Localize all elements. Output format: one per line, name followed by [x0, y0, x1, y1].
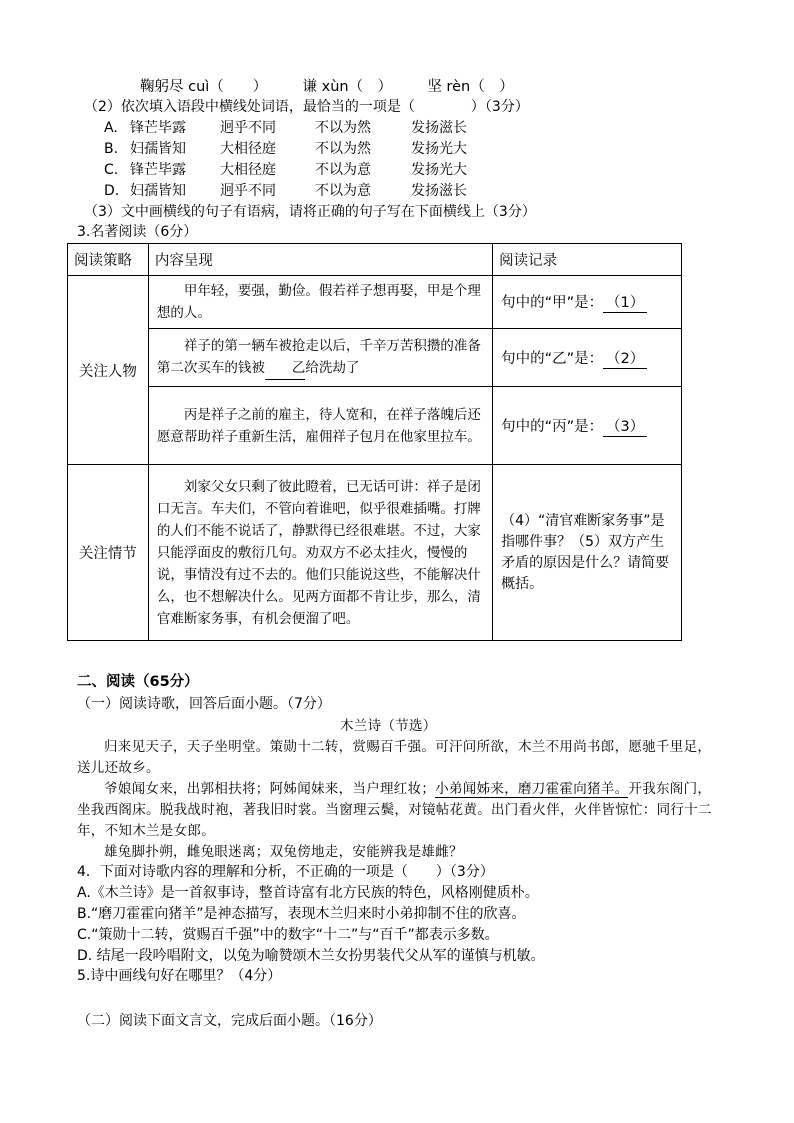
content-blank-yi: 乙: [265, 357, 306, 380]
poem-paragraph-3: 雄兔脚扑朔，雌兔眼迷离；双兔傍地走，安能辨我是雄雌？: [104, 844, 463, 860]
q2-stem: （2）依次填入语段中横线处词语，最恰当的一项是（ ）（3分）: [84, 99, 529, 115]
poem-paragraph-2: 爷娘闻女来，出郭相扶将；阿姊闻妹来，当户理红妆；小弟闻姊来，磨刀霍霍向猪羊。开我东阁门，坐我西阁床。脱我战时袍，著我旧时裳。当窗理云鬓，对镜帖花黄。出门看火伴，火伴皆惊忙：同行十二年，不知木兰是女郎。: [77, 781, 712, 839]
q2-option-d: D. 妇孺皆知 迥乎不同 不以为意 发扬滋长: [104, 183, 467, 199]
q4-option-c: C.“策勋十二转，赏赐百千强”中的数字“十二”与“百千”都表示多数。: [77, 927, 499, 943]
pinyin-item-1: 鞠躬尽 cuì（ ）: [140, 79, 268, 95]
record-cell: 句中的“乙”是： （2）: [493, 329, 682, 387]
table-header-row: [68, 244, 682, 276]
pinyin-item-3: 坚 rèn（ ）: [427, 79, 514, 95]
plot-content-cell: 刘家父女只剩了彼此瞪着，已无话可讲：祥子是闭口无言。车夫们，不管向着谁吧，似乎很难插嘴。打牌的人们不能不说话了，静默得已经很难堪。不过，大家只能浮面皮的敷衍几句。劝双方不必太挂火，慢慢的说，事情没有过不去的。他们只能说这些，不能解决什么，也不想解决什么。见两方面都不肯让步，那么，清官难断家务事，有机会便溜了吧。: [148, 465, 492, 641]
pinyin-line: [140, 77, 514, 97]
q2-option-b: B. 妇孺皆知 大相径庭 不以为然 发扬光大: [104, 141, 467, 157]
section3-title: 3.名著阅读（6分）: [77, 224, 198, 240]
answer-blank-1[interactable]: （1）: [603, 291, 647, 313]
q4-option-d: D. 结尾一段吟唱附文，以兔为喻赞颂木兰女扮男装代父从军的谨慎与机敏。: [77, 948, 545, 964]
header-record: 阅读记录: [493, 244, 682, 276]
table-row: [68, 329, 682, 387]
content-cell: 丙是祥子之前的雇主，待人宽和，在祥子落魄后还愿意帮助祥子重新生活，雇佣祥子包月在他家里拉车。: [148, 387, 492, 465]
q3-stem: （3）文中画横线的句子有语病，请将正确的句子写在下面横线上（3分）: [84, 204, 536, 220]
answer-blank-3[interactable]: （3）: [603, 415, 647, 437]
answer-blank-2[interactable]: （2）: [603, 347, 647, 369]
reading-table: [67, 243, 682, 641]
poem-title: 木兰诗（节选）: [340, 718, 437, 734]
q2-option-c: C. 锋芒毕露 大相径庭 不以为意 发扬光大: [104, 162, 467, 178]
underlined-line: 小弟闻姊来，磨刀霍霍向猪羊。: [435, 781, 629, 797]
sub1-title: （一）阅读诗歌，回答后面小题。（7分）: [77, 696, 331, 712]
pinyin-item-2: 谦 xùn（ ）: [302, 79, 393, 95]
q4-option-b: B.“磨刀霍霍向猪羊”是神态描写，表现木兰归来时小弟抑制不住的欣喜。: [77, 906, 526, 922]
plot-record-cell: （4）“清官难断家务事”是指哪件事？（5）双方产生矛盾的原因是什么？请简要概括。: [493, 465, 682, 641]
table-row: [68, 276, 682, 329]
content-cell: 甲年轻，要强，勤俭。假若祥子想再娶，甲是个理想的人。: [148, 276, 492, 329]
poem-paragraph-1: 归来见天子，天子坐明堂。策勋十二转，赏赐百千强。可汗问所欲，木兰不用尚书郎，愿驰千里足，送儿还故乡。: [77, 739, 712, 776]
strategy-people: 关注人物: [68, 276, 149, 465]
strategy-plot: 关注情节: [68, 465, 149, 641]
header-strategy: 阅读策略: [68, 244, 149, 276]
header-content: 内容呈现: [148, 244, 492, 276]
q4-option-a: A.《木兰诗》是一首叙事诗，整首诗富有北方民族的特色，风格刚健质朴。: [77, 885, 539, 901]
content-cell: 祥子的第一辆车被抢走以后，千辛万苦积攒的准备第二次买车的钱被 乙给洗劫了: [148, 329, 492, 387]
section2-title: 二、阅读（65分）: [77, 674, 199, 690]
table-row: [68, 387, 682, 465]
record-cell: 句中的“甲”是： （1）: [493, 276, 682, 329]
q4-stem: 4．下面对诗歌内容的理解和分析，不正确的一项是（ ）（3分）: [77, 864, 494, 880]
table-row: [68, 465, 682, 641]
sub2-title: （二）阅读下面文言文，完成后面小题。（16分）: [77, 1013, 382, 1029]
q2-option-a: A. 锋芒毕露 迥乎不同 不以为然 发扬滋长: [104, 120, 467, 136]
record-cell: 句中的“丙”是： （3）: [493, 387, 682, 465]
q5-stem: 5.诗中画线句好在哪里？（4分）: [77, 968, 282, 984]
